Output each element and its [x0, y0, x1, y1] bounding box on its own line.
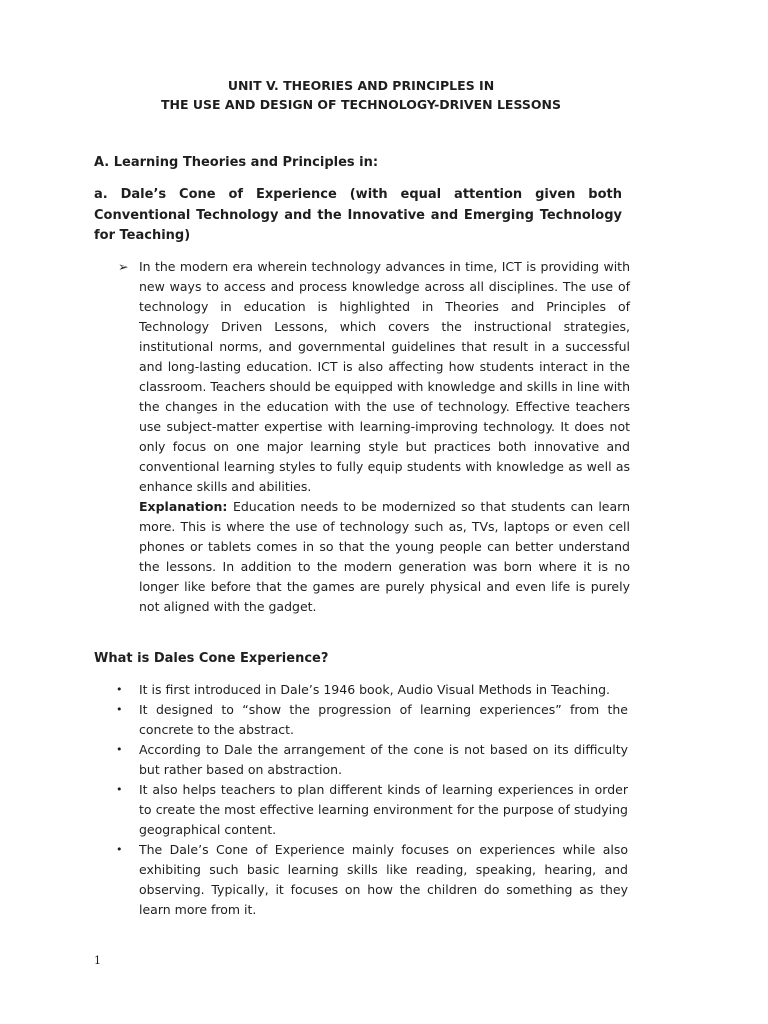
bullet-list — [112, 680, 628, 920]
list-item-text: It is first introduced in Dale’s 1946 book, Audio Visual Methods in Teaching. — [139, 682, 611, 697]
bullet-icon: • — [116, 703, 123, 716]
subsection-a-heading: a. Dale’s Cone of Experience (with equal attention given both Conventional Technology and the Innovative and Emerging Technology for Teaching) — [94, 187, 622, 243]
list-item-text: The Dale’s Cone of Experience mainly focuses on experiences while also exhibiting such basic learning skills like reading, speaking, hearing, and observing. Typically, it focuses on how the children do something as they learn more from it. — [139, 842, 628, 917]
list-item — [112, 700, 628, 740]
page-number: 1 — [94, 954, 101, 967]
list-item — [112, 780, 628, 840]
bullet-icon: • — [116, 743, 123, 756]
bullet-icon: • — [116, 683, 123, 696]
list-item-text: It also helps teachers to plan different kinds of learning experiences in order to create the most effective learning environment for the purpose of studying geographical content. — [139, 782, 628, 837]
page-title-line-2: THE USE AND DESIGN OF TECHNOLOGY-DRIVEN LESSONS — [161, 97, 561, 112]
explanation-paragraph — [139, 497, 630, 617]
question-heading: What is Dales Cone Experience? — [94, 651, 329, 666]
list-item-text: According to Dale the arrangement of the cone is not based on its difficulty but rather based on abstraction. — [139, 742, 628, 777]
arrow-bullet-icon: ➢ — [118, 259, 129, 274]
list-item-text: It designed to “show the progression of learning experiences” from the concrete to the abstract. — [139, 702, 628, 737]
explanation-text: Education needs to be modernized so that students can learn more. This is where the use of technology such as, TVs, laptops or even cell phones or tablets comes in so that the young people can better understand the lessons. In addition to the modern generation was born where it is no longer like before that the games are purely physical and even life is purely not aligned with the gadget. — [139, 499, 631, 614]
page-title-line-1: UNIT V. THEORIES AND PRINCIPLES IN — [227, 78, 495, 93]
list-item — [112, 740, 628, 780]
section-a-heading: A. Learning Theories and Principles in: — [94, 155, 379, 170]
list-item — [112, 680, 628, 700]
bullet-icon: • — [116, 783, 123, 796]
list-item — [112, 840, 628, 920]
bullet-icon: • — [116, 843, 123, 856]
explanation-label: Explanation: — [139, 499, 233, 514]
arrow-list-item — [118, 257, 630, 617]
intro-paragraph: In the modern era wherein technology advances in time, ICT is providing with new ways to access and process knowledge across all disciplines. The use of technology in education is highlighted in Theories and Principles of Technology Driven Lessons, which covers the instructional strategies, institutional norms, and governmental guidelines that result in a successful and long-lasting education. ICT is also affecting how students interact in the classroom. Teachers should be equipped with knowledge and skills in line with the changes in the education with the use of technology. Effective teachers use subject-matter expertise with learning-improving technology. It does not only focus on one major learning style but practices both innovative and conventional learning styles to fully equip students with knowledge as well as enhance skills and abilities. — [139, 259, 630, 494]
